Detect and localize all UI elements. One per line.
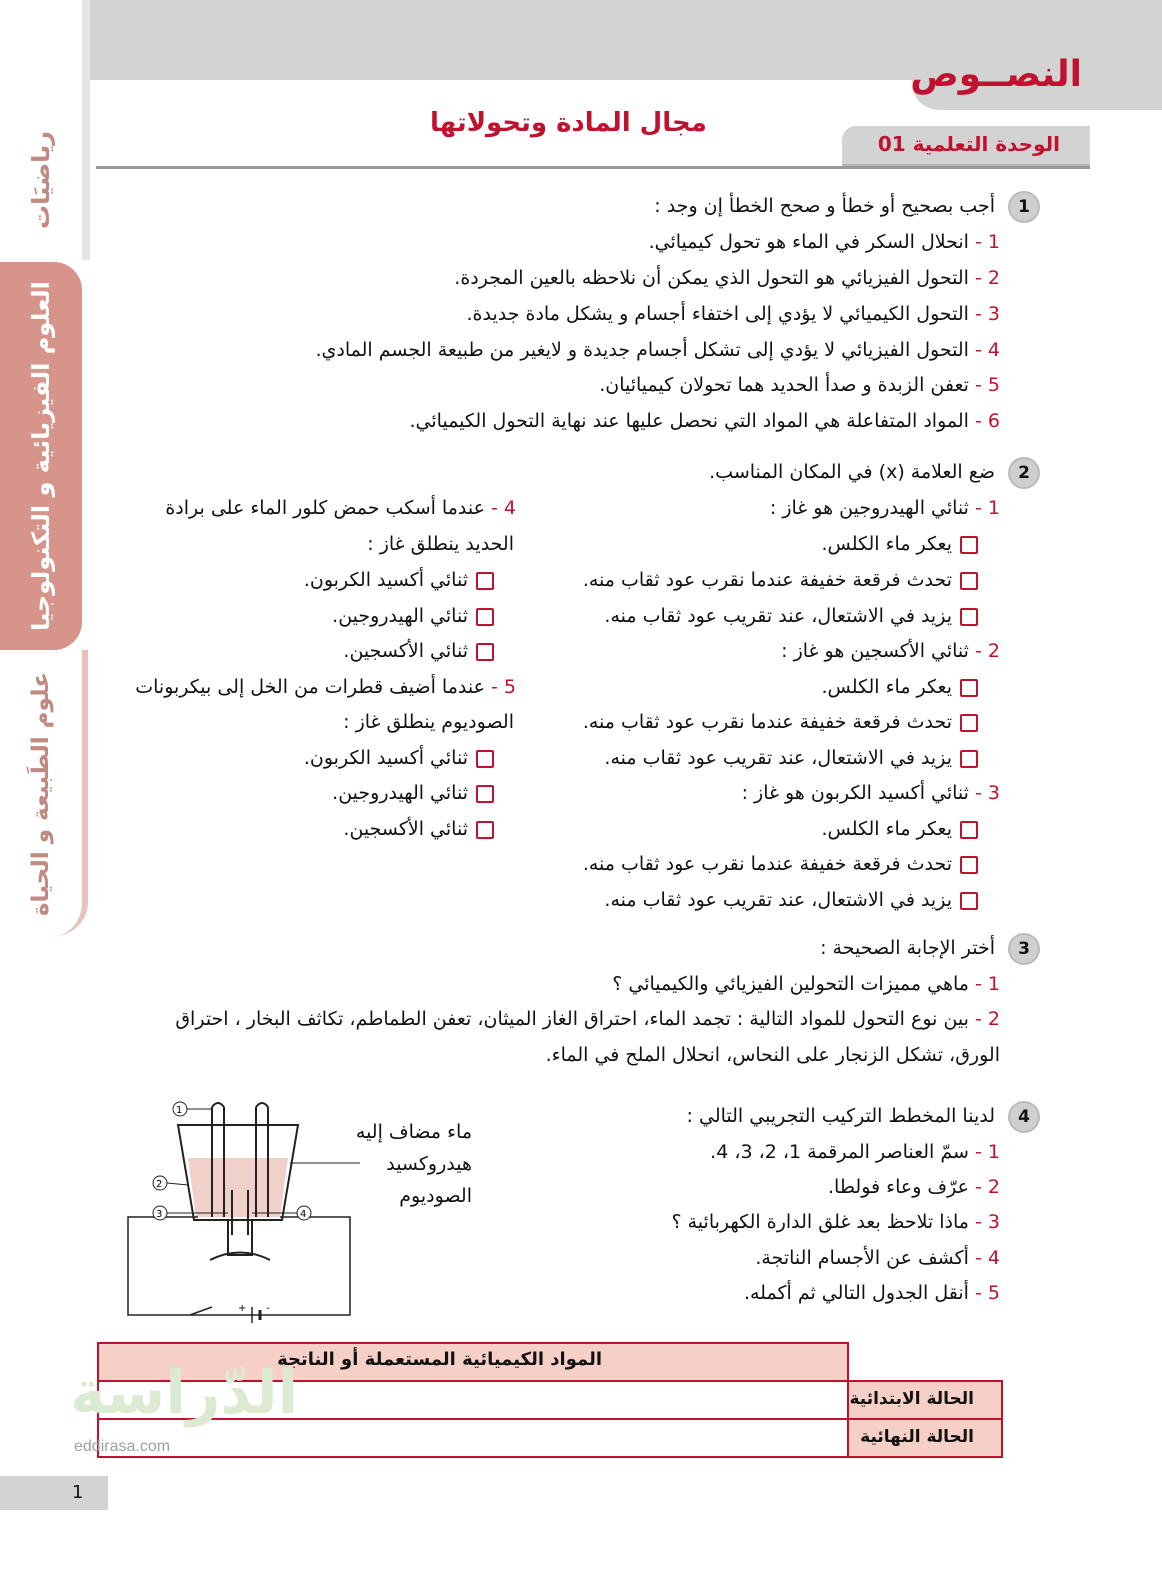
item-number: 2 - [975,640,1000,662]
q2-option [604,746,978,771]
q4-item [710,1140,1000,1165]
option-text: يزيد في الاشتعال، عند تقريب عود ثقاب منه. [604,747,952,769]
q2-option [821,675,978,700]
option-text: تحدث فرقعة خفيفة عندما نقرب عود ثقاب منه. [582,569,952,591]
item-number: 3 - [975,782,1000,804]
question-3-prompt: أختر الإجابة الصحيحة : [820,937,995,959]
checkbox[interactable] [960,750,978,768]
item-number: 4 - [975,339,1000,361]
q2-group-head-cont: الحديد ينطلق غاز : [367,533,514,555]
item-number: 1 - [975,497,1000,519]
item-number: 1 - [975,973,1000,995]
option-text: ثنائي الهيدروجين. [332,782,468,804]
item-text: التحول الفيزيائي هو التحول الذي يمكن أن نلاحظه بالعين المجردة. [454,267,969,289]
q2-option [304,746,494,771]
item-number: 5 - [975,374,1000,396]
q4-item [828,1175,1000,1200]
option-text: ثنائي الهيدروجين. [332,605,468,627]
q2-option [332,781,494,806]
switch [190,1307,212,1315]
question-1-badge: 1 [1008,191,1040,223]
q1-item [454,266,1000,291]
q2-group-head [135,675,516,700]
option-text: يعكر ماء الكلس. [821,818,952,840]
group-head-text: عندما أسكب حمض كلور الماء على برادة [165,497,485,519]
item-text: عرّف وعاء فولطا. [828,1176,969,1198]
question-4-prompt: لدينا المخطط التركيب التجريبي التالي : [686,1105,995,1127]
item-number: 1 - [975,1141,1000,1163]
question-2-prompt: ضع العلامة (x) في المكان المناسب. [709,461,995,483]
q4-item [744,1281,1000,1306]
question-3-badge: 3 [1008,933,1040,965]
checkbox[interactable] [960,892,978,910]
item-number: 2 - [975,1008,1000,1030]
q2-option [604,888,978,913]
sidebar-item-math[interactable]: رياضيَات [27,131,55,229]
q1-item [599,373,1000,398]
section-title: النصــوص [910,54,1082,95]
checkbox[interactable] [960,856,978,874]
option-text: يزيد في الاشتعال، عند تقريب عود ثقاب منه. [604,605,952,627]
q1-item [467,302,1001,327]
item-number: 3 - [975,1211,1000,1233]
sidebar-item-physics[interactable]: العلوم الفيزيائية و التكنولوجيا [27,281,55,631]
q2-option [343,817,494,842]
group-head-text: ثنائي الأكسجين هو غاز : [781,640,969,662]
q2-option [583,710,978,735]
item-text: تعفن الزبدة و صدأ الحديد هما تحولان كيميائيان. [599,374,969,396]
table-row2-label: الحالة النهائية [860,1427,974,1447]
q1-item [315,338,1000,363]
item-text: المواد المتفاعلة هي المواد التي نحصل عليها عند نهاية التحول الكيميائي. [409,410,969,432]
checkbox[interactable] [476,750,494,768]
q1-item [649,230,1000,255]
q2-option [583,852,978,877]
q2-option [332,604,494,629]
checkbox[interactable] [476,608,494,626]
diagram-label-line3: الصوديوم [399,1185,472,1207]
header-divider [96,166,1090,169]
item-text: سمّ العناصر المرقمة 1، 2، 3، 4. [710,1141,969,1163]
group-head-text: عندما أضيف قطرات من الخل إلى بيكربونات [135,676,485,698]
checkbox[interactable] [960,572,978,590]
q4-item [755,1246,1000,1271]
item-text: ماهي مميزات التحولين الفيزيائي والكيميائي ؟ [612,973,969,995]
option-text: يعكر ماء الكلس. [821,676,952,698]
item-text: التحول الكيميائي لا يؤدي إلى اختفاء أجسام و يشكل مادة جديدة. [466,303,969,325]
battery-minus: - [266,1303,270,1314]
q4-item [671,1210,1000,1235]
item-number: 2 - [975,267,1000,289]
watermark-url: eddirasa.com [74,1438,171,1455]
page-number-box [0,1476,108,1510]
item-text: أنقل الجدول التالي ثم أكمله. [743,1282,969,1304]
option-text: ثنائي أكسيد الكربون. [303,747,468,769]
checkbox[interactable] [960,536,978,554]
diagram-label-line1: ماء مضاف إليه [355,1121,472,1143]
stand-base [210,1253,270,1261]
q2-group-head [770,496,1000,521]
page-number: 1 [72,1482,84,1503]
checkbox[interactable] [476,643,494,661]
table-header-text: المواد الكيميائية المستعملة أو الناتجة [277,1349,602,1370]
checkbox[interactable] [476,785,494,803]
item-number: 1 - [975,231,1000,253]
option-text: تحدث فرقعة خفيفة عندما نقرب عود ثقاب منه. [582,711,952,733]
q2-group-head [781,639,1000,664]
q2-group-head-cont: الصوديوم ينطلق غاز : [343,711,514,733]
option-text: تحدث فرقعة خفيفة عندما نقرب عود ثقاب منه. [582,853,952,875]
item-text: انحلال السكر في الماء هو تحول كيميائي. [648,231,969,253]
item-number: 4 - [975,1247,1000,1269]
table-row1-label: الحالة الابتدائية [849,1389,974,1409]
item-text: بين نوع التحول للمواد التالية : تجمد الماء، احتراق الغاز الميثان، تعفن الطماطم، تكاثف البخار ، احتراق [175,1008,969,1030]
item-number: 3 - [975,303,1000,325]
option-text: يعكر ماء الكلس. [821,533,952,555]
checkbox[interactable] [960,821,978,839]
electrolyte-liquid [188,1158,288,1217]
circuit-wire [128,1217,350,1315]
option-text: ثنائي الأكسجين. [343,640,468,662]
question-2-badge: 2 [1008,457,1040,489]
battery-plus: + [238,1303,247,1314]
option-text: ثنائي الأكسجين. [343,818,468,840]
sidebar-edge [82,0,90,260]
q2-option [821,817,978,842]
q2-option [343,639,494,664]
marker-4: 4 [300,1209,307,1220]
question-4-badge: 4 [1008,1101,1040,1133]
q2-option [604,604,978,629]
q1-item [410,409,1000,434]
checkbox[interactable] [960,608,978,626]
sidebar-item-nature[interactable]: علوم الطَبيعة و الحياة [28,671,54,917]
diagram-label-line2: هيدروكسيد [386,1153,472,1175]
q3-item [175,1007,1000,1032]
marker-3: 3 [156,1209,163,1220]
item-number: 6 - [975,410,1000,432]
voltameter-diagram [120,1095,365,1325]
q2-group-head [165,496,516,521]
item-number: 5 - [975,1282,1000,1304]
checkbox[interactable] [960,714,978,732]
checkbox[interactable] [476,821,494,839]
group-head-text: ثنائي الهيدروجين هو غاز : [769,497,969,519]
page-title: مجال المادة وتحولاتها [430,108,707,138]
watermark-logo: الدّراسة [70,1358,299,1428]
q3-item [612,972,1000,997]
item-text: ماذا تلاحظ بعد غلق الدارة الكهربائية ؟ [671,1211,969,1233]
subject-sidebar [0,0,82,1587]
option-text: يزيد في الاشتعال، عند تقريب عود ثقاب منه. [604,889,952,911]
group-head-text: ثنائي أكسيد الكربون هو غاز : [741,782,969,804]
option-text: ثنائي أكسيد الكربون. [303,569,468,591]
item-number: 2 - [975,1176,1000,1198]
q3-item-cont: الورق، تشكل الزنجار على النحاس، انحلال الملح في الماء. [545,1044,1000,1066]
unit-label: الوحدة التعلمية 01 [877,132,1060,156]
q2-option [821,532,978,557]
q2-option [304,568,494,593]
q2-group-head [742,781,1000,806]
question-1-prompt: أجب بصحيح أو خطأ و صحح الخطأ إن وجد : [654,195,995,217]
checkbox[interactable] [960,679,978,697]
item-text: أكشف عن الأجسام الناتجة. [755,1247,969,1269]
item-number: 4 - [491,497,516,519]
checkbox[interactable] [476,572,494,590]
item-text: التحول الفيزيائي لا يؤدي إلى تشكل أجسام جديدة و لايغير من طبيعة الجسم المادي. [315,339,969,361]
marker-1: 1 [176,1105,183,1116]
q2-option [583,568,978,593]
item-number: 5 - [491,676,516,698]
marker-2: 2 [156,1179,163,1190]
